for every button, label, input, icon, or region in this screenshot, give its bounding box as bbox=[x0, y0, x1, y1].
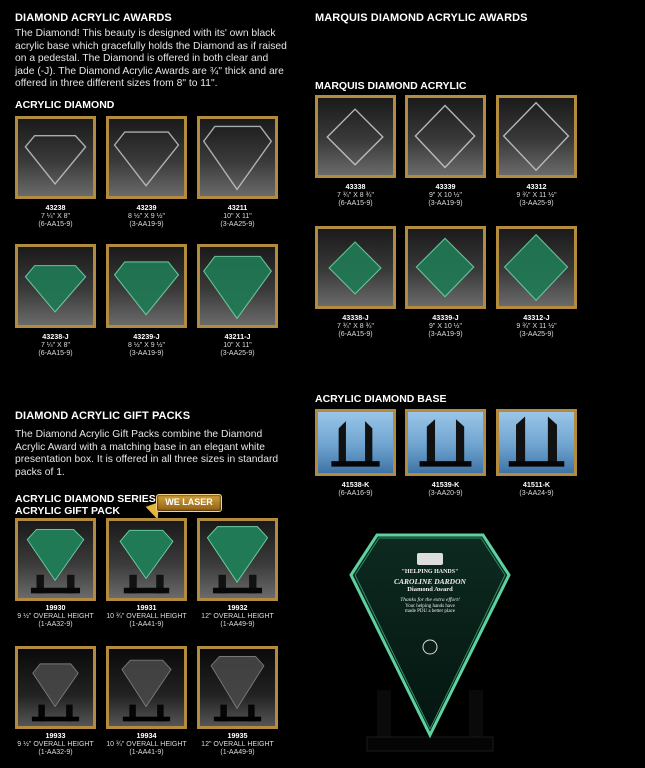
series-heading-line1: ACRYLIC DIAMOND SERIES bbox=[15, 493, 156, 505]
caption-43339-j: 43339-J 9" X 10 ½" (3-AA19-9) bbox=[428, 313, 463, 339]
caption-43339: 43339 9" X 10 ½" (3-AA19-9) bbox=[428, 182, 463, 208]
diamond-awards-description: The Diamond! This beauty is designed with its' own black acrylic base which gracefully holds the Diamond as if raised on a pedestal. The Diamond is offered in both clear and jade (-J). The Diamond Acrylic Awards are ¾" thick and are offered in three different sizes from 8" to 11". bbox=[15, 28, 287, 89]
caption-19933: 19933 9 ½" OVERALL HEIGHT (1-AA32-9) bbox=[17, 731, 94, 757]
product-image-43211-j[interactable] bbox=[197, 244, 278, 328]
caption-41511-k: 41511-K (3-AA24-9) bbox=[519, 480, 554, 497]
product-image-43239[interactable] bbox=[106, 116, 187, 199]
diamond-awards-title: DIAMOND ACRYLIC AWARDS bbox=[15, 12, 172, 24]
product-image-19934[interactable] bbox=[106, 646, 187, 729]
sample-message-line1: Your helping hands have bbox=[405, 604, 455, 609]
product-image-43239-j[interactable] bbox=[106, 244, 187, 328]
sample-message-line2: made PDU a better place bbox=[405, 609, 455, 614]
caption-43239-j: 43239-J 8 ½" X 9 ½" (3-AA19-9) bbox=[128, 332, 165, 358]
marquis-awards-title: MARQUIS DIAMOND ACRYLIC AWARDS bbox=[315, 12, 528, 24]
product-image-41539-k[interactable] bbox=[405, 409, 486, 476]
acrylic-diamond-heading: ACRYLIC DIAMOND bbox=[15, 99, 115, 111]
sample-name: CAROLINE DARDON bbox=[394, 577, 466, 586]
caption-43238-j: 43238-J 7 ¼" X 8" (6-AA15-9) bbox=[38, 332, 73, 358]
caption-43239: 43239 8 ½" X 9 ½" (3-AA19-9) bbox=[128, 203, 165, 229]
caption-41539-k: 41539-K (3-AA20-9) bbox=[428, 480, 463, 497]
caption-43238: 43238 7 ¼" X 8" (6-AA15-9) bbox=[38, 203, 73, 229]
sample-org: "HELPING HANDS" bbox=[401, 569, 459, 575]
caption-43211: 43211 10" X 11" (3-AA25-9) bbox=[220, 203, 255, 229]
product-image-19931[interactable] bbox=[106, 518, 187, 601]
we-laser-badge: WE LASER bbox=[156, 494, 222, 512]
caption-43338: 43338 7 ¾" X 8 ¾" (6-AA15-9) bbox=[337, 182, 374, 208]
base-heading: ACRYLIC DIAMOND BASE bbox=[315, 393, 447, 405]
product-image-43338[interactable] bbox=[315, 95, 396, 178]
marquis-heading: MARQUIS DIAMOND ACRYLIC bbox=[315, 80, 467, 92]
caption-19930: 19930 9 ½" OVERALL HEIGHT (1-AA32-9) bbox=[17, 603, 94, 629]
product-image-41511-k[interactable] bbox=[496, 409, 577, 476]
caption-19931: 19931 10 ¾" OVERALL HEIGHT (1-AA41-9) bbox=[106, 603, 187, 629]
caption-19935: 19935 12" OVERALL HEIGHT (1-AA49-9) bbox=[201, 731, 274, 757]
sample-award-title: Diamond Award bbox=[407, 586, 453, 593]
product-image-19933[interactable] bbox=[15, 646, 96, 729]
caption-19932: 19932 12" OVERALL HEIGHT (1-AA49-9) bbox=[201, 603, 274, 629]
caption-43312-j: 43312-J 9 ¾" X 11 ½" (3-AA25-9) bbox=[516, 313, 557, 339]
product-image-43238[interactable] bbox=[15, 116, 96, 199]
series-heading-line2: ACRYLIC GIFT PACK bbox=[15, 505, 120, 517]
product-image-19932[interactable] bbox=[197, 518, 278, 601]
caption-19934: 19934 10 ¾" OVERALL HEIGHT (1-AA41-9) bbox=[106, 731, 187, 757]
gift-packs-description: The Diamond Acrylic Gift Packs combine the Diamond Acrylic Award with a matching base in an elegant white presentation box. It is offered in all three sizes in standard packs of 1. bbox=[15, 429, 279, 478]
product-image-43211[interactable] bbox=[197, 116, 278, 199]
sample-award-image bbox=[345, 525, 515, 765]
product-image-43312[interactable] bbox=[496, 95, 577, 178]
product-image-43312-j[interactable] bbox=[496, 226, 577, 309]
sample-thanks: Thanks for the extra effort! bbox=[400, 597, 460, 603]
caption-43338-j: 43338-J 7 ¾" X 8 ¾" (6-AA15-9) bbox=[337, 313, 374, 339]
product-image-43338-j[interactable] bbox=[315, 226, 396, 309]
product-image-43339[interactable] bbox=[405, 95, 486, 178]
product-image-43238-j[interactable] bbox=[15, 244, 96, 328]
product-image-41538-k[interactable] bbox=[315, 409, 396, 476]
product-image-19935[interactable] bbox=[197, 646, 278, 729]
product-image-19930[interactable] bbox=[15, 518, 96, 601]
product-image-43339-j[interactable] bbox=[405, 226, 486, 309]
caption-43211-j: 43211-J 10" X 11" (3-AA25-9) bbox=[220, 332, 255, 358]
gift-packs-title: DIAMOND ACRYLIC GIFT PACKS bbox=[15, 410, 191, 422]
caption-43312: 43312 9 ¾" X 11 ½" (3-AA25-9) bbox=[516, 182, 557, 208]
caption-41538-k: 41538-K (6-AA16-9) bbox=[338, 480, 373, 497]
